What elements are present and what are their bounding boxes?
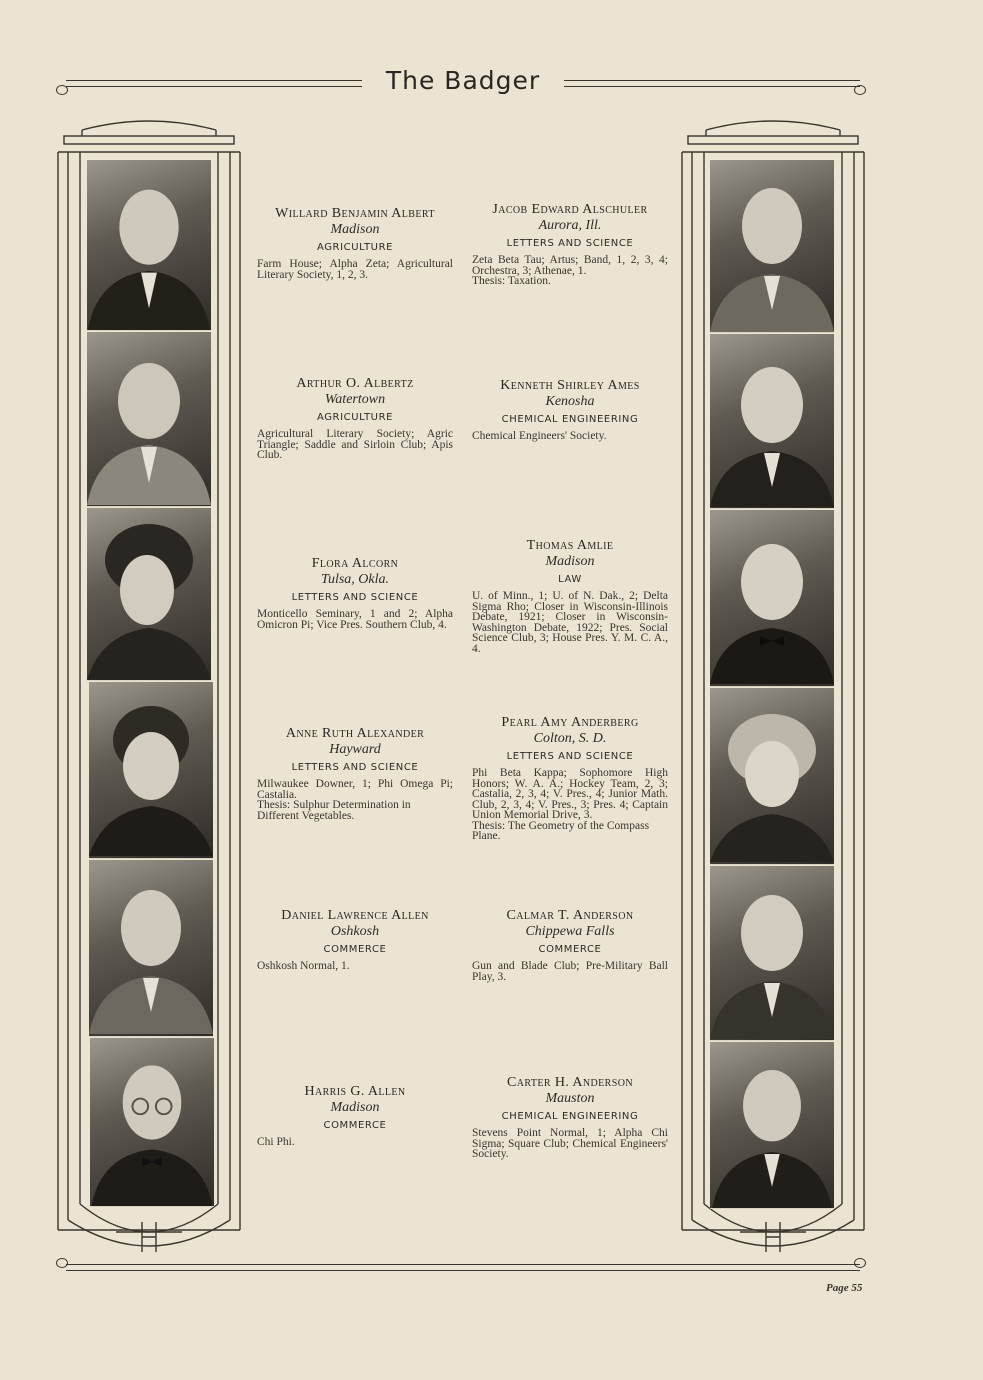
- student-course: AGRICULTURE: [316, 412, 394, 423]
- student-name: Carter H. Anderson: [507, 1075, 633, 1090]
- portrait-photo: [90, 1038, 214, 1207]
- student-course: LETTERS AND SCIENCE: [291, 592, 419, 603]
- senior-entry: [472, 1074, 668, 1160]
- portrait-photo: [87, 508, 211, 681]
- header-rule-right-bottom: [564, 86, 860, 87]
- student-thesis: Thesis: Sulphur Determination in Different Vegetables.: [257, 799, 411, 822]
- student-name: Calmar T. Anderson: [506, 908, 634, 923]
- scroll-ornament-right-icon: [854, 85, 866, 95]
- student-activities: Milwaukee Downer, 1; Phi Omega Pi; Castalia.: [257, 778, 453, 801]
- student-name: Willard Benjamin Albert: [275, 206, 435, 221]
- scroll-ornament-right-icon: [854, 1258, 866, 1268]
- student-activities: Phi Beta Kappa; Sophomore High Honors; W. A. A.; Hockey Team, 2, 3; Castalia, 2, 3, 4; V. Pres., 4; Junior Math. Club, 2, 3, 4; V. Pres., 3; Pres. 4; Captain Union Memorial Drive, 3.: [472, 767, 668, 821]
- portrait-photo: [710, 688, 834, 865]
- senior-entry: [257, 907, 453, 972]
- footer-rule-top: [66, 1264, 860, 1265]
- student-activities: Stevens Point Normal, 1; Alpha Chi Sigma; Square Club; Chemical Engineers' Society.: [472, 1127, 668, 1160]
- student-name: Thomas Amlie: [526, 538, 614, 553]
- student-hometown: Tulsa, Okla.: [320, 572, 390, 587]
- student-activities: Oshkosh Normal, 1.: [257, 960, 350, 972]
- senior-entry: [257, 205, 453, 280]
- student-name: Pearl Amy Anderberg: [501, 715, 639, 730]
- student-course: LETTERS AND SCIENCE: [291, 762, 419, 773]
- student-hometown: Hayward: [329, 742, 381, 757]
- student-name: Arthur O. Albertz: [296, 376, 414, 391]
- student-activities: Gun and Blade Club; Pre-Military Ball Play, 3.: [472, 960, 668, 983]
- student-activities: U. of Minn., 1; U. of N. Dak., 2; Delta Sigma Rho; Closer in Wisconsin-Illinois Debate, 1921; Closer in Wisconsin-Washington Debate, 1922; Pres. Social Science Club, 3; House Pres. Y. M. C. A., 4.: [472, 590, 668, 655]
- student-hometown: Madison: [330, 222, 380, 237]
- student-name: Jacob Edward Alschuler: [492, 202, 648, 217]
- student-course: LAW: [558, 574, 582, 585]
- student-course: LETTERS AND SCIENCE: [506, 238, 634, 249]
- header-rule-right-top: [564, 80, 860, 81]
- student-course: COMMERCE: [323, 944, 387, 955]
- student-hometown: Oshkosh: [330, 924, 380, 939]
- student-course: COMMERCE: [538, 944, 602, 955]
- student-hometown: Watertown: [324, 392, 386, 407]
- student-name: Harris G. Allen: [304, 1084, 406, 1099]
- portrait-photo: [710, 1042, 834, 1209]
- student-hometown: Madison: [545, 554, 595, 569]
- portrait-photo: [87, 332, 211, 507]
- student-thesis: Thesis: Taxation.: [472, 275, 551, 287]
- senior-entry: [472, 377, 668, 442]
- senior-entry: [472, 714, 668, 842]
- student-hometown: Madison: [330, 1100, 380, 1115]
- student-activities: Monticello Seminary, 1 and 2; Alpha Omicron Pi; Vice Pres. Southern Club, 4.: [257, 608, 453, 631]
- student-activities: Chemical Engineers' Society.: [472, 430, 607, 442]
- student-activities: Agricultural Literary Society; Agric Triangle; Saddle and Sirloin Club; Apis Club.: [257, 428, 453, 461]
- senior-entry: [257, 725, 453, 821]
- senior-entry: [257, 555, 453, 630]
- student-course: COMMERCE: [323, 1120, 387, 1131]
- portrait-photo: [710, 866, 834, 1041]
- student-name: Anne Ruth Alexander: [285, 726, 425, 741]
- student-course: AGRICULTURE: [316, 242, 394, 253]
- portrait-photo: [89, 860, 213, 1037]
- portrait-photo: [710, 160, 834, 333]
- student-hometown: Mauston: [545, 1091, 595, 1106]
- footer-rule-bottom: [66, 1270, 860, 1271]
- header-rule-left-top: [66, 80, 362, 81]
- page-title: The Badger: [385, 66, 541, 95]
- portrait-photo: [710, 510, 834, 687]
- student-course: LETTERS AND SCIENCE: [506, 751, 634, 762]
- senior-entry: [472, 907, 668, 982]
- student-activities: Farm House; Alpha Zeta; Agricultural Literary Society, 1, 2, 3.: [257, 258, 453, 281]
- student-name: Flora Alcorn: [311, 556, 399, 571]
- student-activities: Chi Phi.: [257, 1136, 295, 1148]
- student-name: Daniel Lawrence Allen: [281, 908, 429, 923]
- student-course: CHEMICAL ENGINEERING: [501, 1111, 639, 1122]
- student-hometown: Kenosha: [545, 394, 595, 409]
- student-hometown: Chippewa Falls: [525, 924, 615, 939]
- scroll-ornament-left-icon: [56, 1258, 68, 1268]
- portrait-photo: [710, 334, 834, 509]
- senior-entry: [257, 1083, 453, 1148]
- student-hometown: Colton, S. D.: [533, 731, 607, 746]
- page-number: Page 55: [826, 1282, 863, 1294]
- senior-entry: [257, 375, 453, 461]
- scroll-ornament-left-icon: [56, 85, 68, 95]
- student-thesis: Thesis: The Geometry of the Compass Plane.: [472, 819, 650, 842]
- student-course: CHEMICAL ENGINEERING: [501, 414, 639, 425]
- senior-entry: [472, 537, 668, 654]
- student-activities: Zeta Beta Tau; Artus; Band, 1, 2, 3, 4; Orchestra, 3; Athenae, 1.: [472, 254, 668, 277]
- student-name: Kenneth Shirley Ames: [500, 378, 640, 393]
- student-hometown: Aurora, Ill.: [538, 218, 602, 233]
- header-rule-left-bottom: [66, 86, 362, 87]
- portrait-photo: [89, 682, 213, 859]
- portrait-photo: [87, 160, 211, 331]
- senior-entry: [472, 201, 668, 287]
